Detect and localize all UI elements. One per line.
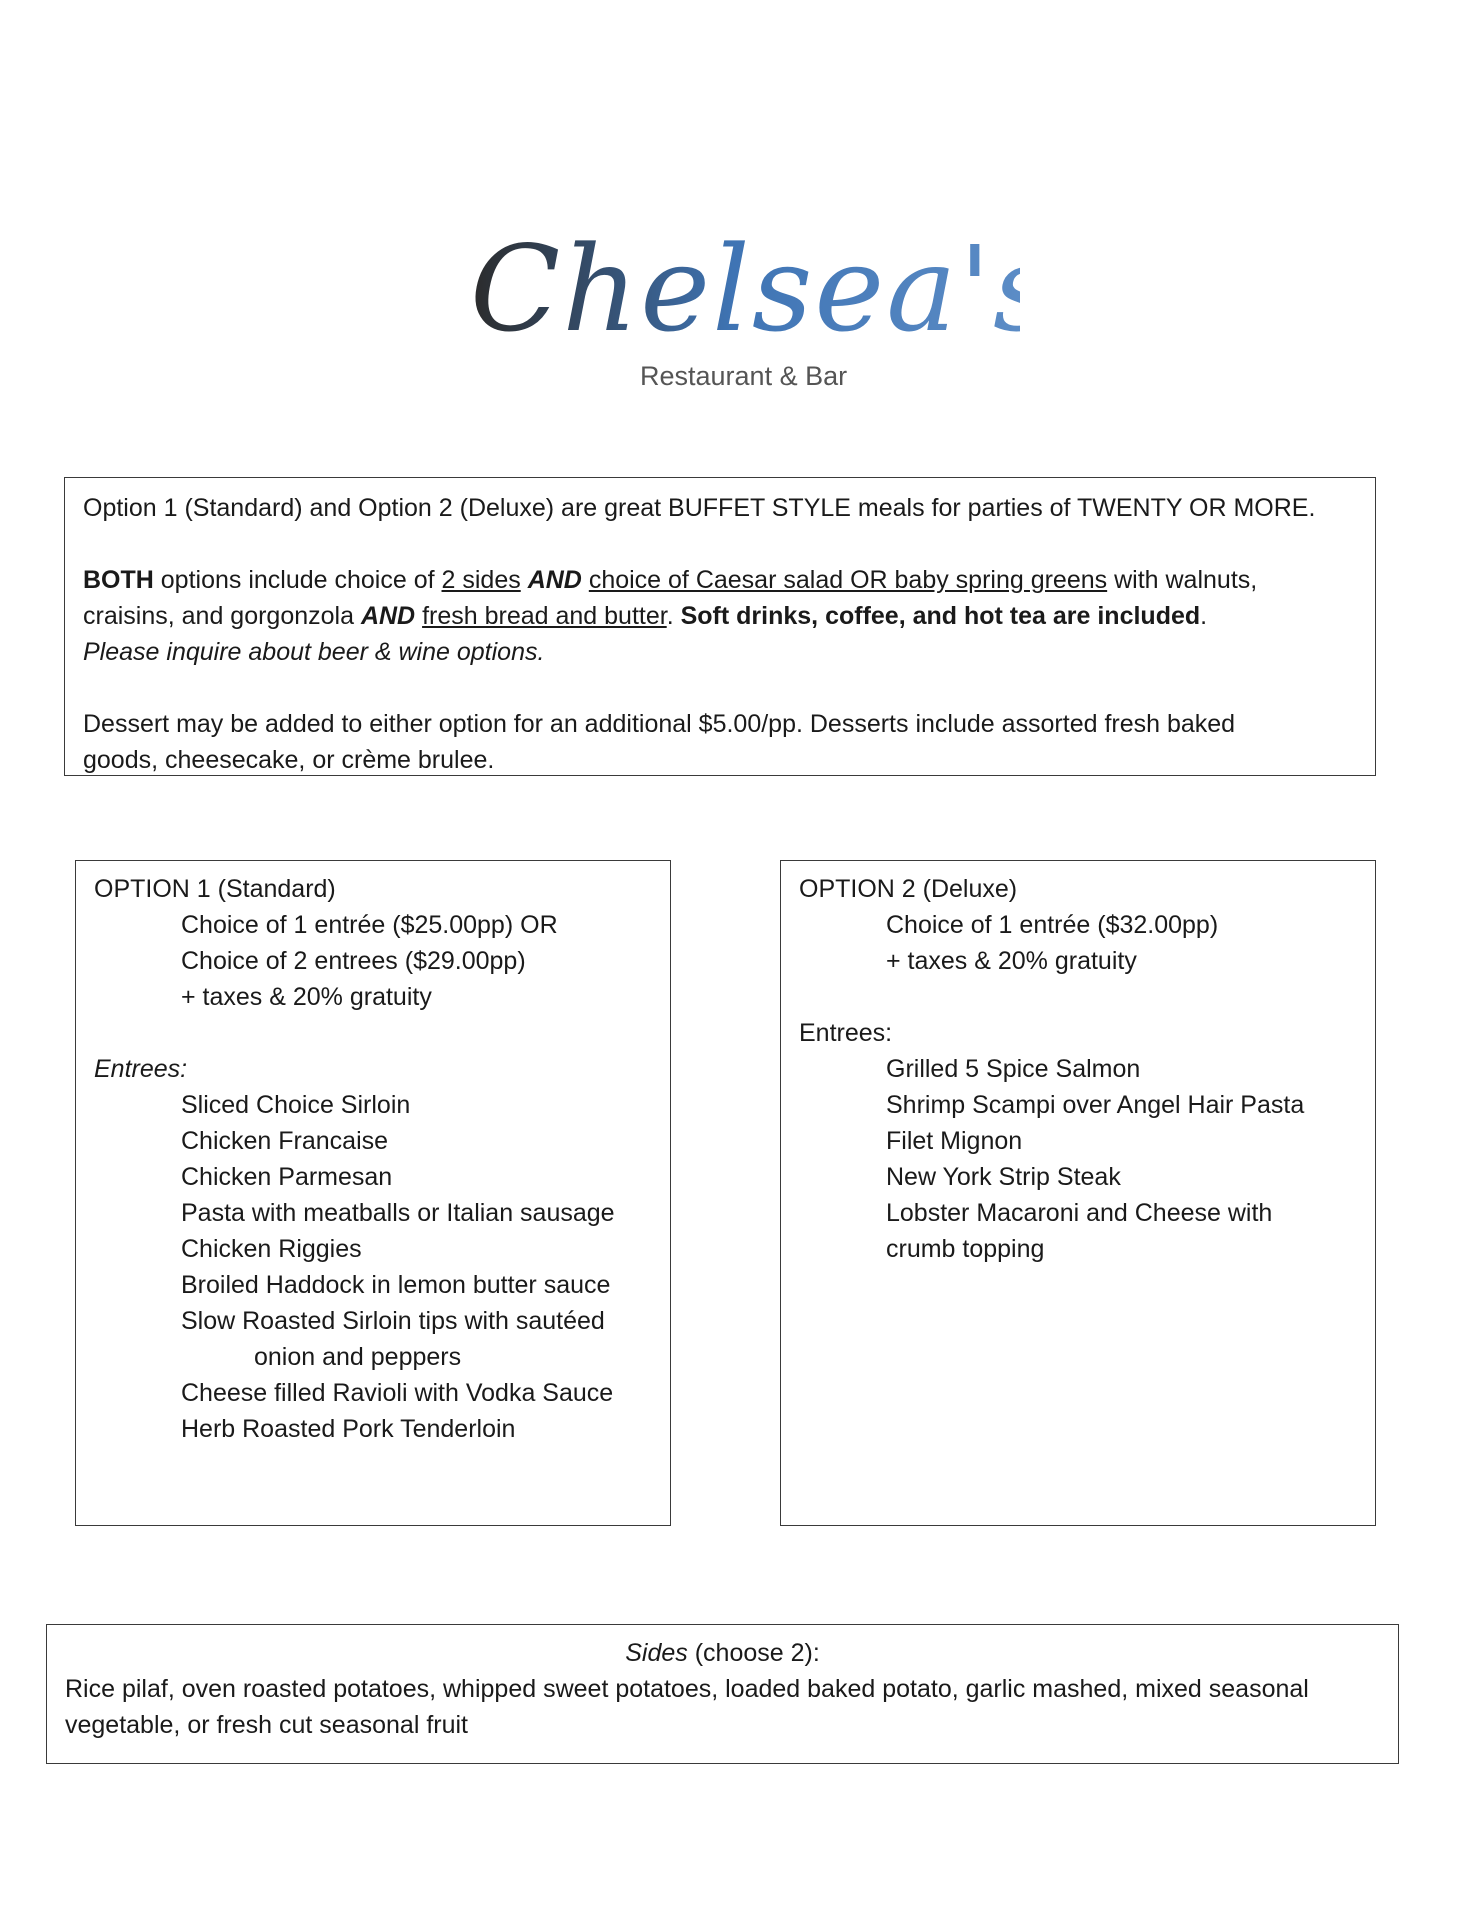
list-item: Cheese filled Ravioli with Vodka Sauce xyxy=(181,1379,614,1407)
list-item: Shrimp Scampi over Angel Hair Pasta xyxy=(886,1091,1305,1119)
intro-line-3 xyxy=(83,598,1357,634)
list-item: Grilled 5 Spice Salmon xyxy=(886,1055,1141,1083)
logo-subtitle: Restaurant & Bar xyxy=(640,361,848,391)
intro-line-2 xyxy=(83,562,1357,598)
option-1-price-1: Choice of 1 entrée ($25.00pp) OR xyxy=(181,911,558,939)
option-2-box xyxy=(780,860,1376,1526)
drinks-included: Soft drinks, coffee, and hot tea are included xyxy=(680,602,1201,630)
option-1-taxes: + taxes & 20% gratuity xyxy=(181,983,432,1011)
option-1-box xyxy=(75,860,671,1526)
option-2-entrees-heading: Entrees: xyxy=(799,1019,893,1047)
sides-line-2: vegetable, or fresh cut seasonal fruit xyxy=(65,1711,469,1739)
option-2-title: OPTION 2 (Deluxe) xyxy=(799,875,1018,903)
logo-script: Chelsea's xyxy=(470,220,1020,358)
list-item: Pasta with meatballs or Italian sausage xyxy=(181,1199,615,1227)
list-item: crumb topping xyxy=(886,1235,1045,1263)
period-1: . xyxy=(666,602,674,630)
include-text: options include choice of xyxy=(153,566,442,594)
line3-start: craisins, and gorgonzola xyxy=(83,602,361,630)
option-1-price-2: Choice of 2 entrees ($29.00pp) xyxy=(181,947,526,975)
option-2-taxes: + taxes & 20% gratuity xyxy=(886,947,1137,975)
option-1-title: OPTION 1 (Standard) xyxy=(94,875,336,903)
list-item: Sliced Choice Sirloin xyxy=(181,1091,411,1119)
and-1: AND xyxy=(527,566,582,594)
period-2: . xyxy=(1200,602,1208,630)
choose-two: (choose 2): xyxy=(687,1639,820,1667)
both-label: BOTH xyxy=(83,566,154,594)
intro-box xyxy=(64,477,1376,776)
intro-line-1: Option 1 (Standard) and Option 2 (Deluxe) are great BUFFET STYLE meals for parties of TWENTY OR MORE. xyxy=(83,494,1316,522)
list-item: New York Strip Steak xyxy=(886,1163,1121,1191)
and-2: AND xyxy=(360,602,416,630)
option-2-price-1: Choice of 1 entrée ($32.00pp) xyxy=(886,911,1219,939)
bread-text: fresh bread and butter xyxy=(422,602,667,630)
two-sides: 2 sides xyxy=(441,566,521,594)
salad-choice: choice of Caesar salad OR baby spring greens xyxy=(588,566,1108,594)
list-item: Chicken Riggies xyxy=(181,1235,362,1263)
sides-box xyxy=(46,1624,1399,1764)
list-item: Broiled Haddock in lemon butter sauce xyxy=(181,1271,611,1299)
list-item: Lobster Macaroni and Cheese with xyxy=(886,1199,1273,1227)
list-item: Slow Roasted Sirloin tips with sautéed xyxy=(181,1307,605,1335)
with-walnuts: with walnuts, xyxy=(1107,566,1258,594)
list-item: Filet Mignon xyxy=(886,1127,1023,1155)
dessert-line-1: Dessert may be added to either option for an additional $5.00/pp. Desserts include assorted fresh baked xyxy=(83,710,1236,738)
inquire-text: Please inquire about beer & wine options. xyxy=(83,638,545,666)
list-item: onion and peppers xyxy=(254,1343,462,1371)
sides-line-1: Rice pilaf, oven roasted potatoes, whipped sweet potatoes, loaded baked potato, garlic mashed, mixed seasonal xyxy=(65,1675,1309,1703)
restaurant-logo xyxy=(460,190,1020,400)
sides-label: Sides xyxy=(625,1639,688,1667)
list-item: Herb Roasted Pork Tenderloin xyxy=(181,1415,516,1443)
sides-title xyxy=(65,1635,1380,1671)
dessert-line-2: goods, cheesecake, or crème brulee. xyxy=(83,746,495,774)
list-item: Chicken Parmesan xyxy=(181,1163,393,1191)
option-1-entrees-heading: Entrees: xyxy=(94,1055,188,1083)
list-item: Chicken Francaise xyxy=(181,1127,389,1155)
or-label: OR xyxy=(520,911,558,939)
